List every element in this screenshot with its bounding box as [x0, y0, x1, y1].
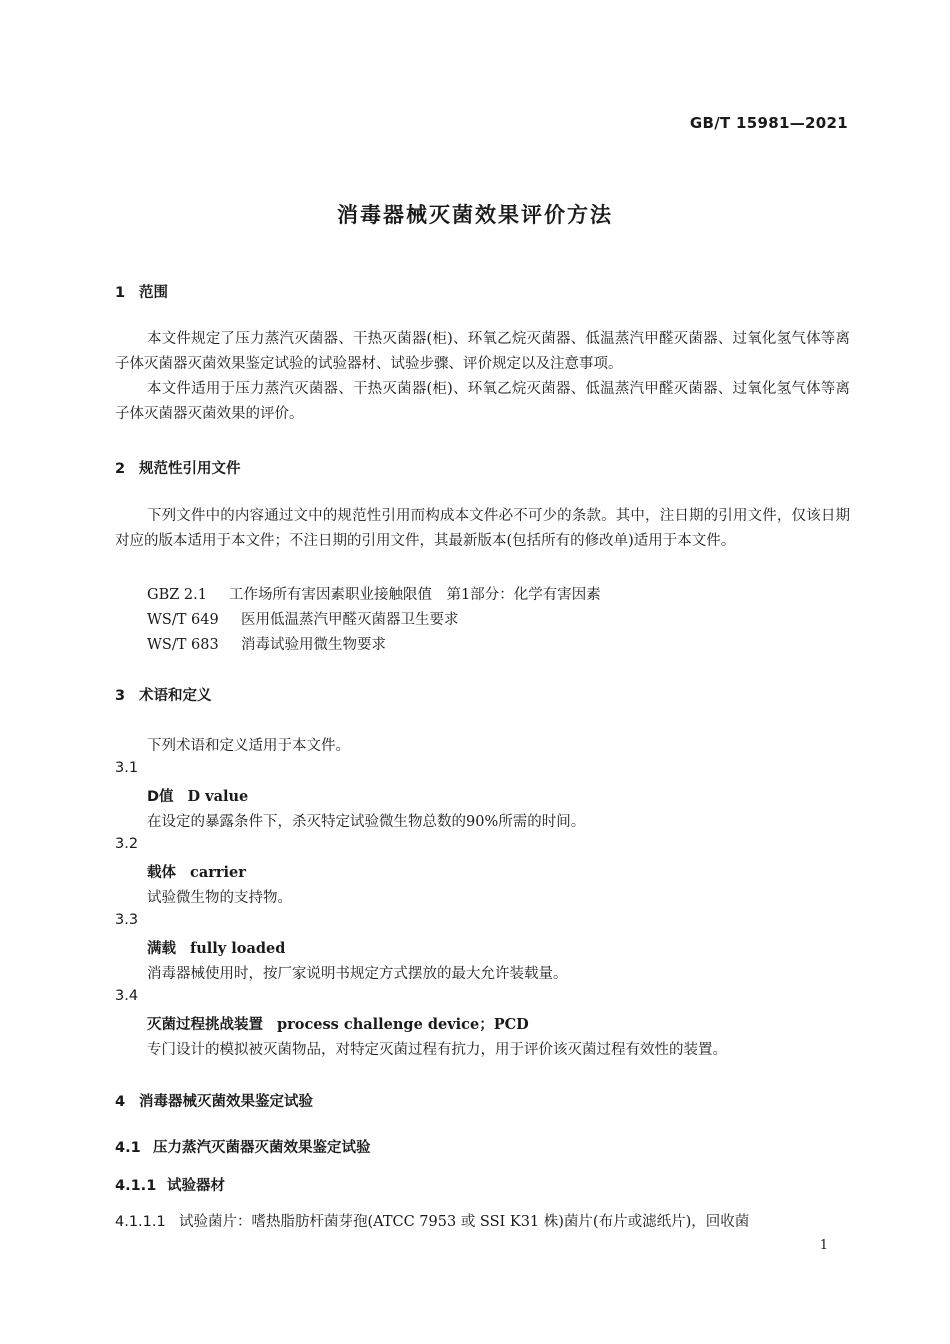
section-title: 范围: [139, 285, 168, 301]
section-1-heading: [115, 281, 168, 302]
section-1-paragraph-2: 本文件适用于压力蒸汽灭菌器、干热灭菌器(柜)、环氧乙烷灭菌器、低温蒸汽甲醛灭菌器、过氧化氢气体等离子体灭菌器灭菌效果的评价。: [115, 381, 850, 422]
reference-item: [147, 608, 459, 629]
term-heading: [147, 785, 248, 806]
term-chinese: 满载: [147, 941, 176, 957]
reference-code: GBZ 2.1: [147, 587, 207, 603]
term-number: 3.4: [115, 988, 139, 1004]
term-english: process challenge device；PCD: [277, 1016, 529, 1033]
subsection-4-1-heading: [115, 1136, 371, 1157]
term-heading: [147, 1013, 529, 1034]
reference-item: [147, 583, 601, 604]
section-3-intro: 下列术语和定义适用于本文件。: [147, 738, 350, 754]
standard-code: GB/T 15981—2021: [689, 114, 848, 132]
section-1-paragraph-1: 本文件规定了压力蒸汽灭菌器、干热灭菌器(柜)、环氧乙烷灭菌器、低温蒸汽甲醛灭菌器、过氧化氢气体等离子体灭菌器灭菌效果鉴定试验的试验器材、试验步骤、评价规定以及注意事项。: [115, 331, 850, 372]
term-english: carrier: [190, 864, 246, 881]
section-4-heading: [115, 1090, 313, 1111]
term-definition: 在设定的暴露条件下，杀灭特定试验微生物总数的90%所需的时间。: [147, 814, 586, 830]
section-2-paragraph-1: 下列文件中的内容通过文中的规范性引用而构成本文件必不可少的条款。其中，注日期的引用文件，仅该日期对应的版本适用于本文件；不注日期的引用文件，其最新版本(包括所有的修改单)适用于本文件。: [115, 508, 850, 549]
section-2-heading: [115, 457, 241, 478]
page-number: 1: [819, 1238, 828, 1253]
term-definition: 消毒器械使用时，按厂家说明书规定方式摆放的最大允许装载量。: [147, 966, 568, 982]
clause-4-1-1-1: [115, 1210, 855, 1235]
term-english: fully loaded: [190, 940, 286, 957]
section-number: 2: [115, 461, 126, 477]
term-definition: 试验微生物的支持物。: [147, 890, 292, 906]
reference-title: 医用低温蒸汽甲醛灭菌器卫生要求: [241, 612, 459, 628]
section-title: 试验器材: [167, 1178, 225, 1194]
reference-code: WS/T 649: [147, 612, 219, 628]
subsection-4-1-1-heading: [115, 1174, 225, 1195]
section-title: 规范性引用文件: [139, 461, 241, 477]
term-number: 3.2: [115, 836, 139, 852]
section-title: 消毒器械灭菌效果鉴定试验: [139, 1094, 313, 1110]
term-chinese: 灭菌过程挑战装置: [147, 1017, 263, 1033]
reference-title: 工作场所有害因素职业接触限值 第1部分：化学有害因素: [229, 587, 601, 603]
term-chinese: D值: [147, 789, 174, 805]
section-title: 压力蒸汽灭菌器灭菌效果鉴定试验: [153, 1140, 371, 1156]
term-heading: [147, 937, 285, 958]
clause-number: 4.1.1.1: [115, 1214, 166, 1230]
section-3-heading: [115, 684, 212, 705]
section-number: 1: [115, 285, 126, 301]
reference-code: WS/T 683: [147, 637, 219, 653]
section-title: 术语和定义: [139, 688, 212, 704]
reference-title: 消毒试验用微生物要求: [241, 637, 386, 653]
section-number: 3: [115, 688, 126, 704]
document-title: 消毒器械灭菌效果评价方法: [337, 203, 613, 227]
term-english: D value: [187, 788, 249, 805]
term-number: 3.3: [115, 912, 139, 928]
section-number: 4: [115, 1094, 126, 1110]
clause-text: 试验菌片：嗜热脂肪杆菌芽孢(ATCC 7953 或 SSI K31 株)菌片(布片或滤纸片)，回收菌: [179, 1214, 750, 1230]
term-heading: [147, 861, 246, 882]
term-chinese: 载体: [147, 865, 176, 881]
term-definition: 专门设计的模拟被灭菌物品，对特定灭菌过程有抗力，用于评价该灭菌过程有效性的装置。: [147, 1042, 727, 1058]
reference-item: [147, 633, 386, 654]
term-number: 3.1: [115, 760, 139, 776]
section-number: 4.1.1: [115, 1178, 157, 1194]
section-number: 4.1: [115, 1140, 141, 1156]
